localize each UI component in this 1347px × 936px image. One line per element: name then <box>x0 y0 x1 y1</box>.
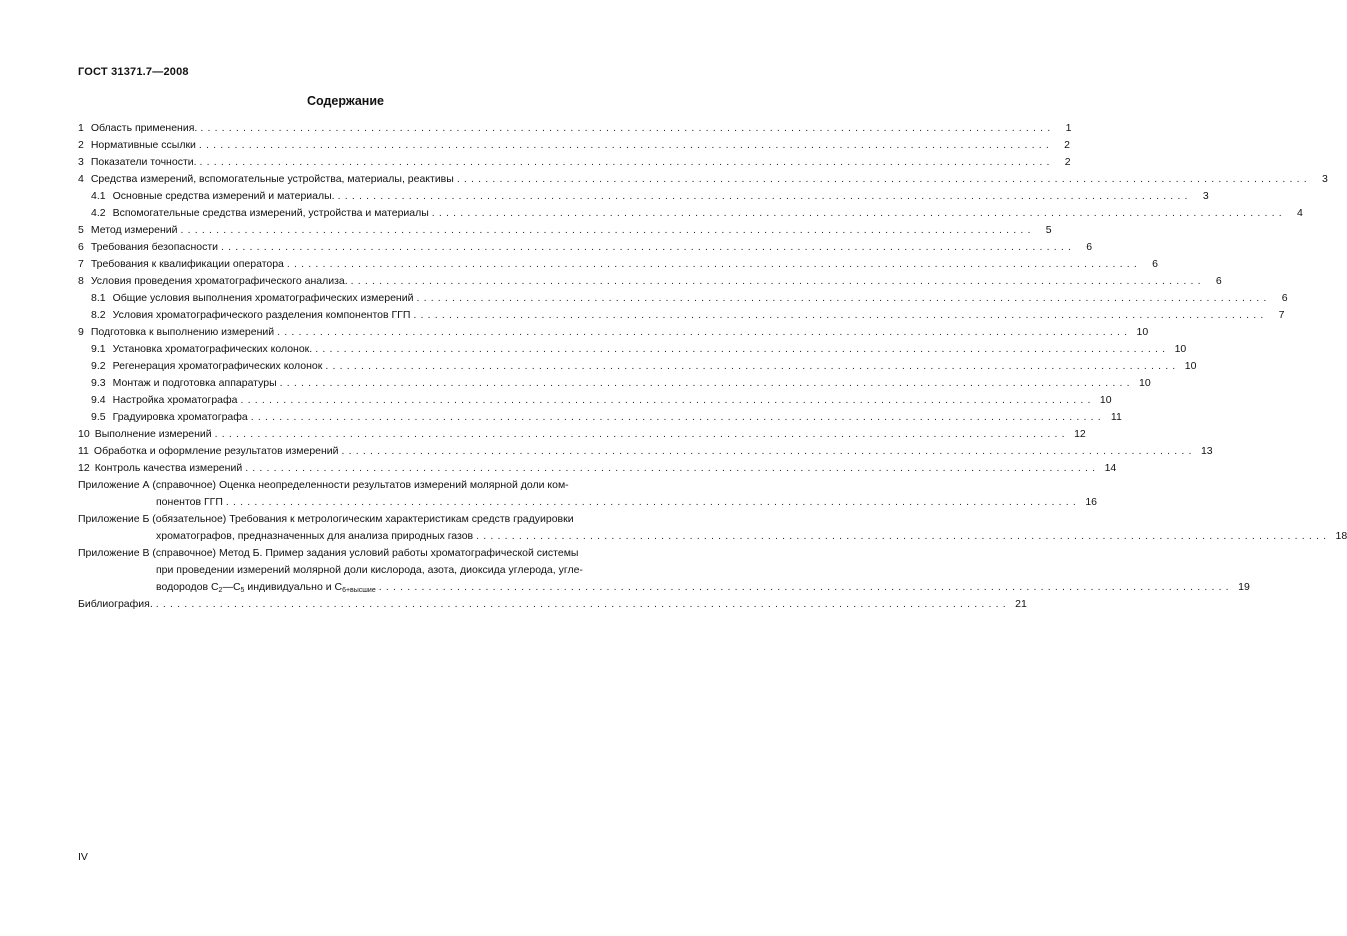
section-number: 8.1 <box>91 292 106 304</box>
section-number: 9 <box>78 326 84 338</box>
page-title: Содержание <box>306 94 384 108</box>
toc-entry[interactable] <box>78 324 1149 341</box>
appendix-c <box>78 545 1250 596</box>
page-number: 14 <box>1104 462 1117 474</box>
page-number: 6 <box>1215 275 1222 287</box>
section-title: Область применения. <box>90 122 198 134</box>
dot-leader: ........................................................................................................................ <box>416 292 1271 304</box>
dot-leader: ........................................................................................................................ <box>214 428 1069 440</box>
dot-leader: ........................................................................................................................ <box>200 122 1055 134</box>
appendix-c-title-cont: при проведении измерений молярной доли кислорода, азота, диоксида углерода, угле- <box>156 564 583 576</box>
appendix-a-title-cont: понентов ГГП <box>156 496 223 508</box>
dot-leader: ........................................................................................................................ <box>413 309 1268 321</box>
page-number: 2 <box>1064 156 1071 168</box>
page-number: 7 <box>1278 309 1285 321</box>
toc-entry[interactable] <box>78 409 1122 426</box>
toc-entry[interactable] <box>78 137 1070 154</box>
dot-leader: ........................................................................................................................ <box>180 224 1035 236</box>
section-title: Требования к квалификации оператора <box>90 258 284 270</box>
section-title: Монтаж и подготовка аппаратуры <box>112 377 277 389</box>
section-number: 4.2 <box>91 207 106 219</box>
appendix-b <box>78 511 1347 545</box>
dot-leader: ........................................................................................................................ <box>350 275 1205 287</box>
toc-entry[interactable] <box>78 120 1072 137</box>
section-title: Регенерация хроматографических колонок <box>112 360 323 372</box>
section-title: Обработка и оформление результатов измерений <box>93 445 339 457</box>
section-number: 9.2 <box>91 360 106 372</box>
page-number: 5 <box>1045 224 1052 236</box>
page-number: 4 <box>1297 207 1303 219</box>
section-number: 11 <box>78 445 89 457</box>
toc-entry[interactable] <box>78 171 1328 188</box>
toc-entry[interactable] <box>78 188 1209 205</box>
toc-entry[interactable] <box>78 205 1303 222</box>
page-number: 1 <box>1065 122 1072 134</box>
page-number: 18 <box>1335 530 1347 542</box>
page-number: 3 <box>1202 190 1209 202</box>
section-title: Метод измерений <box>90 224 178 236</box>
toc-entry[interactable] <box>78 239 1093 256</box>
section-number: 12 <box>78 462 90 474</box>
section-number: 4.1 <box>91 190 106 202</box>
dot-leader: ........................................................................................................................ <box>476 530 1331 542</box>
page-footer-number: IV <box>78 851 88 863</box>
dot-leader: ........................................................................................................................ <box>279 377 1134 389</box>
toc-entry[interactable] <box>78 341 1187 358</box>
section-number: 10 <box>78 428 90 440</box>
section-number: 9.3 <box>91 377 106 389</box>
section-title: Условия хроматографического разделения компонентов ГГП <box>112 309 411 321</box>
section-number: 8 <box>78 275 84 287</box>
dot-leader: ........................................................................................................................ <box>250 411 1105 423</box>
page-number: 16 <box>1085 496 1097 508</box>
dot-leader: ........................................................................................................................ <box>337 190 1192 202</box>
section-title: Показатели точности. <box>90 156 197 168</box>
toc-entry[interactable] <box>78 256 1158 273</box>
page-number: 12 <box>1074 428 1086 440</box>
dot-leader: ........................................................................................................................ <box>225 496 1080 508</box>
dot-leader: ........................................................................................................................ <box>198 139 1053 151</box>
appendix-b-title: Приложение Б (обязательное) Требования к метрологическим характеристикам средств градуировки <box>78 513 574 525</box>
page-number: 6 <box>1086 241 1093 253</box>
section-number: 9.1 <box>91 343 106 355</box>
section-title: Общие условия выполнения хроматографических измерений <box>112 292 414 304</box>
section-title: Требования безопасности <box>90 241 219 253</box>
section-title: Средства измерений, вспомогательные устройства, материалы, реактивы <box>90 173 454 185</box>
section-number: 9.4 <box>91 394 106 406</box>
appendix-a <box>78 477 1097 511</box>
page-number: 10 <box>1136 326 1149 338</box>
page-number: 13 <box>1200 445 1213 457</box>
page-number: 10 <box>1184 360 1197 372</box>
appendix-c-title: Приложение В (справочное) Метод Б. Пример задания условий работы хроматографической системы <box>78 547 579 559</box>
page-number: 21 <box>1015 598 1027 610</box>
toc-entry[interactable] <box>78 290 1288 307</box>
toc-entry[interactable] <box>78 307 1285 324</box>
page-number: 6 <box>1281 292 1288 304</box>
section-title: Вспомогательные средства измерений, устройства и материалы <box>112 207 429 219</box>
page-number: 2 <box>1064 139 1070 151</box>
dot-leader: ........................................................................................................................ <box>221 241 1076 253</box>
appendix-b-title-cont: хроматографов, предназначенных для анализа природных газов <box>156 530 474 542</box>
dot-leader: ........................................................................................................................ <box>431 207 1286 219</box>
page-number: 3 <box>1322 173 1328 185</box>
toc-entry[interactable] <box>78 375 1151 392</box>
dot-leader: ........................................................................................................................ <box>155 598 1010 610</box>
toc-entry[interactable] <box>78 443 1213 460</box>
dot-leader: ........................................................................................................................ <box>245 462 1100 474</box>
page-number: 6 <box>1152 258 1158 270</box>
page-number: 11 <box>1110 411 1122 423</box>
section-title: Нормативные ссылки <box>90 139 196 151</box>
dot-leader: ........................................................................................................................ <box>325 360 1180 372</box>
section-number: 4 <box>78 173 84 185</box>
toc-entry[interactable] <box>78 460 1117 477</box>
page-number: 10 <box>1174 343 1187 355</box>
dot-leader: ........................................................................................................................ <box>341 445 1196 457</box>
section-title: Установка хроматографических колонок. <box>112 343 313 355</box>
toc-entry[interactable] <box>78 154 1071 171</box>
section-title: Градуировка хроматографа <box>112 411 248 423</box>
section-title: Основные средства измерений и материалы. <box>112 190 335 202</box>
bibliography-title: Библиография. <box>78 598 153 610</box>
section-title: Контроль качества измерений <box>94 462 243 474</box>
appendix-a-title: Приложение А (справочное) Оценка неопределенности результатов измерений молярной доли ком- <box>78 479 569 491</box>
section-number: 9.5 <box>91 411 106 423</box>
toc-entry[interactable] <box>78 392 1112 409</box>
page-number: 10 <box>1099 394 1112 406</box>
section-title: Подготовка к выполнению измерений <box>90 326 275 338</box>
section-number: 6 <box>78 241 84 253</box>
toc-entry[interactable] <box>78 358 1197 375</box>
section-number: 5 <box>78 224 84 236</box>
section-number: 1 <box>78 122 84 134</box>
section-number: 2 <box>78 139 84 151</box>
table-of-contents <box>78 120 1347 613</box>
section-number: 8.2 <box>91 309 106 321</box>
toc-entry[interactable] <box>78 222 1052 239</box>
dot-leader: ........................................................................................................................ <box>286 258 1141 270</box>
section-number: 3 <box>78 156 84 168</box>
section-title: Условия проведения хроматографического анализа. <box>90 275 348 287</box>
dot-leader: ........................................................................................................................ <box>456 173 1311 185</box>
bibliography-entry[interactable] <box>78 596 1027 613</box>
dot-leader: ........................................................................................................................ <box>277 326 1132 338</box>
appendix-c-title-last: водородов $C_2—C_5$ индивидуально и $C_{6+высшие}$ <box>156 581 376 594</box>
toc-entry[interactable] <box>78 426 1086 443</box>
section-number: 7 <box>78 258 84 270</box>
page-number: 19 <box>1238 581 1250 593</box>
dot-leader: ........................................................................................................................ <box>378 581 1233 593</box>
page-number: 10 <box>1139 377 1151 389</box>
document-header: ГОСТ 31371.7—2008 <box>78 66 189 78</box>
dot-leader: ........................................................................................................................ <box>240 394 1095 406</box>
section-title: Выполнение измерений <box>94 428 212 440</box>
dot-leader: ........................................................................................................................ <box>315 343 1170 355</box>
dot-leader: ........................................................................................................................ <box>199 156 1054 168</box>
section-title: Настройка хроматографа <box>112 394 238 406</box>
toc-entry[interactable] <box>78 273 1222 290</box>
